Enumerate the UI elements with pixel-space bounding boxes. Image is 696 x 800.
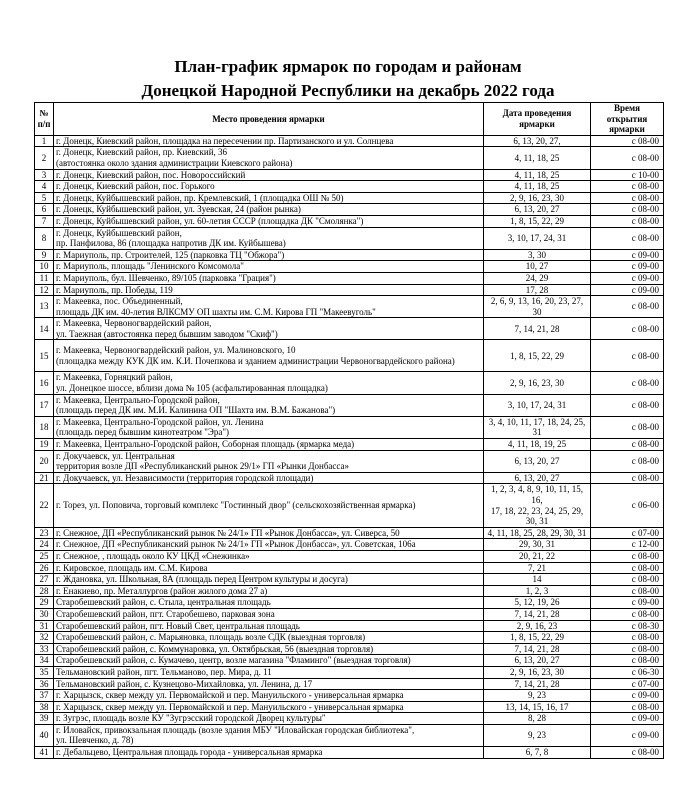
table-row	[35, 135, 664, 147]
row-dates: 4, 11, 18, 19, 25	[484, 439, 591, 451]
row-dates: 10, 27	[484, 261, 591, 273]
table-row	[35, 372, 664, 394]
header-time: Время открытия ярмарки	[591, 103, 664, 136]
row-place: г. Иловайск, привокзальная площадь (возле здания МБУ "Иловайская городская библиотека", ул. Шевченко, д. 78)	[54, 724, 484, 746]
row-dates: 6, 7, 8	[484, 747, 591, 759]
row-dates: 4, 11, 18, 25	[484, 169, 591, 181]
table-row	[35, 450, 664, 472]
table-row	[35, 747, 664, 759]
row-number: 15	[35, 340, 54, 372]
row-number: 23	[35, 527, 54, 539]
row-time: с 08-00	[591, 550, 664, 562]
row-number: 30	[35, 608, 54, 620]
row-time: с 09-00	[591, 272, 664, 284]
row-place: г. Мариуполь, площадь "Ленинского Комсомола"	[54, 261, 484, 273]
row-place: Тельмановский район, пгт. Тельманово, пер. Мира, д. 11	[54, 666, 484, 678]
row-place: г. Кировское, площадь им. С.М. Кирова	[54, 562, 484, 574]
row-number: 14	[35, 318, 54, 340]
table-row	[35, 632, 664, 644]
table-row	[35, 527, 664, 539]
row-place: г. Докучаевск, ул. Центральная территория возле ДП «Республиканский рынок 29/1» ГП «Рынки Донбасса»	[54, 450, 484, 472]
row-number: 8	[35, 227, 54, 249]
row-number: 17	[35, 394, 54, 416]
row-time: с 08-00	[591, 340, 664, 372]
table-row	[35, 472, 664, 484]
table-row	[35, 690, 664, 702]
table-row	[35, 550, 664, 562]
row-time: с 07-00	[591, 527, 664, 539]
row-place: г. Ждановка, ул. Школьная, 8А (площадь перед Центром культуры и досуга)	[54, 574, 484, 586]
row-dates: 6, 13, 20, 27	[484, 655, 591, 667]
row-place: г. Макеевка, пос. Объединенный, площадь ДК им. 40-летия ВЛКСМУ ОП шахты им. С.М. Кирова ГП "Макеевуголь"	[54, 296, 484, 318]
row-number: 32	[35, 632, 54, 644]
row-place: г. Мариуполь, пр. Победы, 119	[54, 284, 484, 296]
table-row	[35, 643, 664, 655]
row-time: с 07-00	[591, 678, 664, 690]
row-dates: 3, 30	[484, 249, 591, 261]
row-time: с 12-00	[591, 539, 664, 551]
table-row	[35, 585, 664, 597]
title-line-2: Донецкой Народной Республики на декабрь 2022 года	[141, 81, 555, 100]
row-number: 3	[35, 169, 54, 181]
row-time: с 08-00	[591, 296, 664, 318]
row-place: г. Снежное, , площадь около КУ ЦКД «Снежинка»	[54, 550, 484, 562]
row-place: г. Докучаевск, ул. Независимости (территория городской площади)	[54, 472, 484, 484]
row-dates: 7, 14, 21, 28	[484, 678, 591, 690]
table-row	[35, 678, 664, 690]
row-place: г. Макеевка, Червоногвардейский район, ул. Таежная (автостоянка перед бывшим заводом "Скиф")	[54, 318, 484, 340]
row-dates: 5, 12, 19, 26	[484, 597, 591, 609]
row-time: с 08-00	[591, 135, 664, 147]
row-number: 5	[35, 192, 54, 204]
row-number: 31	[35, 620, 54, 632]
table-row	[35, 574, 664, 586]
table-body	[35, 135, 664, 758]
table-row	[35, 539, 664, 551]
table-row	[35, 147, 664, 169]
row-number: 1	[35, 135, 54, 147]
row-time: с 08-00	[591, 632, 664, 644]
row-dates: 29, 30, 31	[484, 539, 591, 551]
row-number: 21	[35, 472, 54, 484]
row-place: Старобешевский район, пгт. Старобешево, парковая зона	[54, 608, 484, 620]
row-dates: 1, 8, 15, 22, 29	[484, 215, 591, 227]
row-dates: 4, 11, 18, 25, 28, 29, 30, 31	[484, 527, 591, 539]
row-time: с 08-00	[591, 747, 664, 759]
row-dates: 9, 23	[484, 690, 591, 702]
row-dates: 13, 14, 15, 16, 17	[484, 701, 591, 713]
row-dates: 1, 2, 3, 4, 8, 9, 10, 11, 15, 16, 17, 18, 22, 23, 24, 25, 29, 30, 31	[484, 484, 591, 527]
table-row	[35, 169, 664, 181]
row-number: 38	[35, 701, 54, 713]
row-number: 26	[35, 562, 54, 574]
row-number: 6	[35, 204, 54, 216]
row-dates: 2, 9, 16, 23, 30	[484, 666, 591, 678]
row-time: с 06-30	[591, 666, 664, 678]
row-dates: 1, 8, 15, 22, 29	[484, 340, 591, 372]
row-dates: 4, 11, 18, 25	[484, 181, 591, 193]
row-time: с 08-00	[591, 192, 664, 204]
row-number: 39	[35, 713, 54, 725]
row-time: с 08-00	[591, 562, 664, 574]
row-number: 25	[35, 550, 54, 562]
row-number: 27	[35, 574, 54, 586]
row-dates: 3, 10, 17, 24, 31	[484, 394, 591, 416]
row-place: г. Харцызск, сквер между ул. Первомайской и пер. Мануильского - универсальная ярмарка	[54, 690, 484, 702]
row-place: Старобешевский район, с. Кумачево, центр, возле магазина "Фламинго" (выездная торговля)	[54, 655, 484, 667]
row-time: с 08-30	[591, 620, 664, 632]
table-row	[35, 701, 664, 713]
table-row	[35, 296, 664, 318]
row-time: с 08-00	[591, 655, 664, 667]
row-time: с 08-00	[591, 439, 664, 451]
row-number: 13	[35, 296, 54, 318]
row-dates: 2, 9, 16, 23, 30	[484, 192, 591, 204]
row-dates: 3, 4, 10, 11, 17, 18, 24, 25, 31	[484, 416, 591, 438]
table-row	[35, 261, 664, 273]
row-number: 33	[35, 643, 54, 655]
row-time: с 08-00	[591, 701, 664, 713]
row-time: с 08-00	[591, 204, 664, 216]
row-dates: 7, 21	[484, 562, 591, 574]
row-dates: 6, 13, 20, 27	[484, 450, 591, 472]
row-place: г. Донецк, Куйбышевский район, пр. Кремлевский, 1 (площадка ОШ № 50)	[54, 192, 484, 204]
row-time: с 08-00	[591, 585, 664, 597]
row-dates: 8, 28	[484, 713, 591, 725]
table-row	[35, 318, 664, 340]
row-place: г. Зугрэс, площадь возле КУ "Зугрэсский городской Дворец культуры"	[54, 713, 484, 725]
row-number: 4	[35, 181, 54, 193]
table-row	[35, 608, 664, 620]
row-time: с 08-00	[591, 227, 664, 249]
row-place: Старобешевский район, с. Стыла, центральная площадь	[54, 597, 484, 609]
table-row	[35, 597, 664, 609]
table-row	[35, 724, 664, 746]
row-time: с 08-00	[591, 394, 664, 416]
row-place: г. Харцызск, сквер между ул. Первомайской и пер. Мануильского - универсальная ярмарка	[54, 701, 484, 713]
row-place: г. Торез, ул. Поповича, торговый комплекс "Гостинный двор" (сельскохозяйственная ярмарка)	[54, 484, 484, 527]
row-dates: 17, 28	[484, 284, 591, 296]
fairs-schedule-table	[34, 102, 664, 759]
row-dates: 24, 29	[484, 272, 591, 284]
row-place: г. Мариуполь, пр. Строителей, 125 (парковка ТЦ "Обжора")	[54, 249, 484, 261]
row-time: с 09-00	[591, 284, 664, 296]
row-time: с 08-00	[591, 416, 664, 438]
row-dates: 6, 13, 20, 27	[484, 204, 591, 216]
row-place: г. Донецк, Куйбышевский район, ул. 60-летия СССР (площадка ДК "Смолянка")	[54, 215, 484, 227]
row-place: г. Донецк, Киевский район, пр. Киевский, 36 (автостоянка около здания администрации Киевского района)	[54, 147, 484, 169]
row-time: с 08-00	[591, 608, 664, 620]
row-time: с 09-00	[591, 724, 664, 746]
row-dates: 14	[484, 574, 591, 586]
table-row	[35, 439, 664, 451]
row-time: с 06-00	[591, 484, 664, 527]
row-number: 19	[35, 439, 54, 451]
row-dates: 1, 2, 3	[484, 585, 591, 597]
table-row	[35, 562, 664, 574]
header-num: № п/п	[35, 103, 54, 136]
row-dates: 9, 23	[484, 724, 591, 746]
table-header-row	[35, 103, 664, 136]
row-place: г. Макеевка, Червоногвардейский район, ул. Малиновского, 10 (площадка между КУК ДК им. К.И. Почепкова и зданием администрации Червоногвардейского района)	[54, 340, 484, 372]
row-number: 12	[35, 284, 54, 296]
table-row	[35, 227, 664, 249]
row-number: 28	[35, 585, 54, 597]
row-number: 41	[35, 747, 54, 759]
row-dates: 2, 6, 9, 13, 16, 20, 23, 27, 30	[484, 296, 591, 318]
row-place: г. Мариуполь, бул. Шевченко, 89/105 (парковка "Грация")	[54, 272, 484, 284]
row-time: с 08-00	[591, 574, 664, 586]
row-number: 18	[35, 416, 54, 438]
row-place: г. Донецк, Киевский район, площадка на пересечении пр. Партизанского и ул. Солнцева	[54, 135, 484, 147]
row-time: с 08-00	[591, 215, 664, 227]
table-row	[35, 284, 664, 296]
row-place: Тельмановский район, с. Кузнецово-Михайловка, ул. Ленина, д. 17	[54, 678, 484, 690]
row-place: г. Макеевка, Центрально-Городской район, (площадь перед ДК им. М.И. Калинина ОП "Шахта им. В.М. Бажанова")	[54, 394, 484, 416]
row-number: 34	[35, 655, 54, 667]
row-number: 10	[35, 261, 54, 273]
table-row	[35, 204, 664, 216]
row-number: 7	[35, 215, 54, 227]
row-dates: 4, 11, 18, 25	[484, 147, 591, 169]
row-time: с 08-00	[591, 372, 664, 394]
table-row	[35, 655, 664, 667]
table-row	[35, 192, 664, 204]
row-number: 22	[35, 484, 54, 527]
row-number: 35	[35, 666, 54, 678]
table-row	[35, 713, 664, 725]
row-dates: 6, 13, 20, 27	[484, 472, 591, 484]
row-number: 40	[35, 724, 54, 746]
row-place: г. Донецк, Куйбышевский район, ул. Зуевская, 24 (район рынка)	[54, 204, 484, 216]
row-time: с 09-00	[591, 597, 664, 609]
row-place: г. Донецк, Куйбышевский район, пр. Панфилова, 86 (площадка напротив ДК им. Куйбышева)	[54, 227, 484, 249]
row-dates: 3, 10, 17, 24, 31	[484, 227, 591, 249]
table-row	[35, 666, 664, 678]
row-place: Старобешевский район, с. Коммунаровка, ул. Октябрьская, 56 (выездная торговля)	[54, 643, 484, 655]
row-place: г. Макеевка, Центрально-Городской район, Соборная площадь (ярмарка меда)	[54, 439, 484, 451]
row-time: с 08-00	[591, 643, 664, 655]
row-time: с 09-00	[591, 249, 664, 261]
table-row	[35, 484, 664, 527]
table-row	[35, 416, 664, 438]
row-place: г. Снежное, ДП «Республиканский рынок № 24/1» ГП «Рынок Донбасса», ул. Сиверса, 50	[54, 527, 484, 539]
table-row	[35, 272, 664, 284]
table-row	[35, 340, 664, 372]
row-time: с 09-00	[591, 261, 664, 273]
row-time: с 08-00	[591, 450, 664, 472]
row-time: с 08-00	[591, 472, 664, 484]
row-number: 24	[35, 539, 54, 551]
row-dates: 7, 14, 21, 28	[484, 318, 591, 340]
row-time: с 08-00	[591, 318, 664, 340]
row-dates: 7, 14, 21, 28	[484, 608, 591, 620]
title-line-1: План-график ярмарок по городам и районам	[174, 57, 522, 76]
row-time: с 08-00	[591, 147, 664, 169]
row-place: г. Макеевка, Центрально-Городской район, ул. Ленина (площадь перед бывшим кинотеатром "Эра")	[54, 416, 484, 438]
table-row	[35, 620, 664, 632]
row-number: 37	[35, 690, 54, 702]
row-time: с 10-00	[591, 169, 664, 181]
header-dates: Дата проведения ярмарки	[484, 103, 591, 136]
row-number: 16	[35, 372, 54, 394]
row-number: 36	[35, 678, 54, 690]
row-place: г. Дебальцево, Центральная площадь города - универсальная ярмарка	[54, 747, 484, 759]
row-place: г. Снежное, ДП «Республиканский рынок № 24/1» ГП «Рынок Донбасса», ул. Советская, 106а	[54, 539, 484, 551]
table-row	[35, 249, 664, 261]
table-row	[35, 215, 664, 227]
row-number: 2	[35, 147, 54, 169]
row-dates: 20, 21, 22	[484, 550, 591, 562]
row-number: 20	[35, 450, 54, 472]
row-place: Старобешевский район, пгт. Новый Свет, центральная площадь	[54, 620, 484, 632]
document-title	[0, 55, 696, 103]
row-place: Старобешевский район, с. Марьяновка, площадь возле СДК (выездная торговля)	[54, 632, 484, 644]
row-dates: 2, 9, 16, 23, 30	[484, 372, 591, 394]
table-row	[35, 181, 664, 193]
row-place: г. Донецк, Киевский район, пос. Горького	[54, 181, 484, 193]
row-place: г. Макеевка, Горняцкий район, ул. Донецкое шоссе, вблизи дома № 105 (асфальтированная площадка)	[54, 372, 484, 394]
row-number: 9	[35, 249, 54, 261]
row-time: с 08-00	[591, 181, 664, 193]
row-number: 29	[35, 597, 54, 609]
row-number: 11	[35, 272, 54, 284]
row-dates: 7, 14, 21, 28	[484, 643, 591, 655]
row-time: с 09-00	[591, 713, 664, 725]
header-place: Место проведения ярмарки	[54, 103, 484, 136]
row-place: г. Енакиево, пр. Металлургов (район жилого дома 27 а)	[54, 585, 484, 597]
row-time: с 09-00	[591, 690, 664, 702]
row-place: г. Донецк, Киевский район, пос. Новороссийский	[54, 169, 484, 181]
table-row	[35, 394, 664, 416]
row-dates: 6, 13, 20, 27,	[484, 135, 591, 147]
row-dates: 1, 8, 15, 22, 29	[484, 632, 591, 644]
row-dates: 2, 9, 16, 23	[484, 620, 591, 632]
